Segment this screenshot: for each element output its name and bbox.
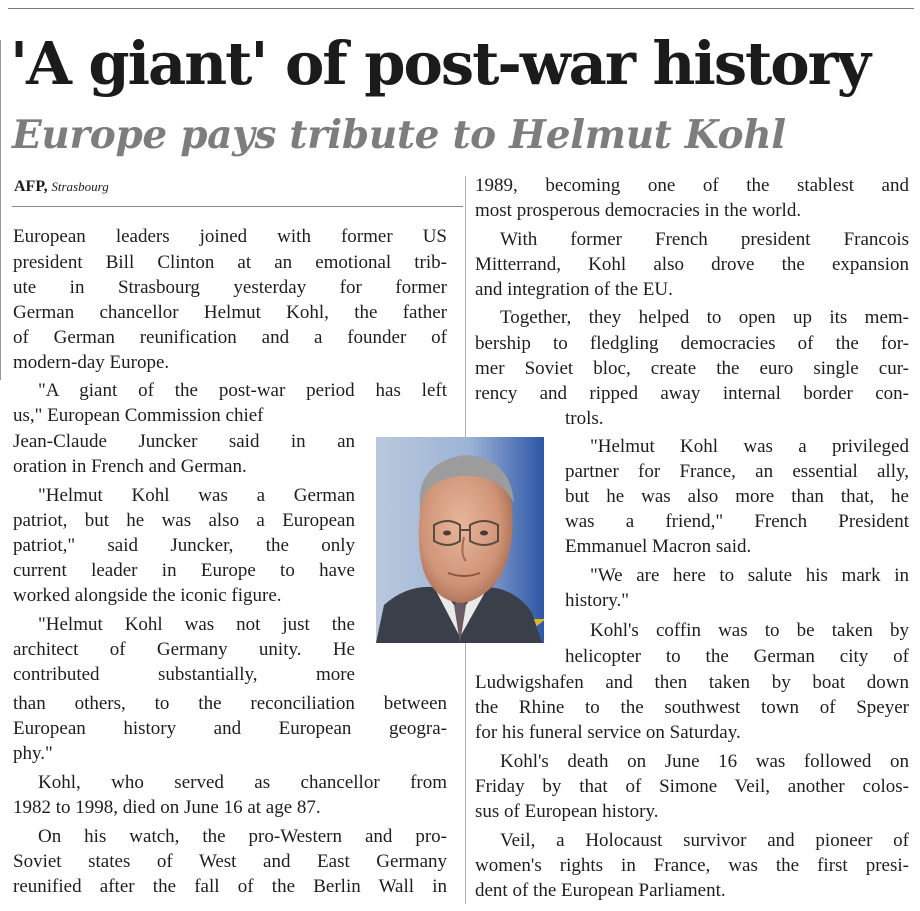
right-text-line: Emmanuel Macron said.: [565, 536, 752, 557]
right-text-line: mer Soviet bloc, create the euro single cur-: [475, 358, 909, 379]
left-text-line: reunified after the fall of the Berlin Wall in: [13, 876, 447, 897]
right-text-line: was a friend," French President: [565, 511, 909, 532]
right-text-line: rency and ripped away internal border con-: [475, 383, 909, 404]
byline-place: Strasbourg: [51, 179, 109, 194]
left-text-line: ute in Strasbourg yesterday for former: [13, 277, 447, 298]
right-text-line: the Rhine to the southwest town of Speyer: [475, 697, 909, 718]
right-text-line: Friday by that of Simone Veil, another colos-: [475, 776, 909, 797]
right-text-line: helicopter to the German city of: [565, 646, 909, 667]
right-text-line: "Helmut Kohl was a privileged: [590, 436, 909, 457]
right-text-line: and integration of the EU.: [475, 279, 673, 300]
right-text-line: women's rights in France, was the first presi-: [475, 855, 909, 876]
right-text-line: 1989, becoming one of the stablest and: [475, 175, 909, 196]
right-text-line: partner for France, an essential ally,: [565, 461, 909, 482]
right-text-line: Mitterrand, Kohl also drove the expansion: [475, 254, 909, 275]
left-text-line: European leaders joined with former US: [13, 226, 447, 247]
left-text-line: Jean-Claude Juncker said in an: [13, 431, 355, 452]
byline-rule: [12, 206, 463, 207]
left-text-line: current leader in Europe to have: [13, 560, 355, 581]
right-text-line: Together, they helped to open up its mem-: [500, 307, 909, 328]
left-text-line: modern-day Europe.: [13, 352, 170, 373]
helmut-kohl-photo: [376, 437, 544, 643]
left-text-line: Kohl, who served as chancellor from: [38, 772, 447, 793]
left-text-line: contributed substantially, more: [13, 664, 355, 685]
right-text-line: Kohl's coffin was to be taken by: [590, 620, 909, 641]
left-text-line: Soviet states of West and East Germany: [13, 851, 447, 872]
left-text-line: architect of Germany unity. He: [13, 639, 355, 660]
left-edge-rule: [0, 40, 1, 380]
byline-agency: AFP,: [14, 178, 48, 195]
subheadline: Europe pays tribute to Helmut Kohl: [12, 112, 786, 158]
left-text-line: "Helmut Kohl was a German: [38, 485, 355, 506]
left-text-line: us," European Commission chief: [13, 405, 264, 426]
left-text-line: phy.": [13, 743, 53, 764]
right-text-line: Veil, a Holocaust survivor and pioneer of: [500, 830, 909, 851]
left-text-line: oration in French and German.: [13, 456, 247, 477]
left-text-line: patriot, but he was also a European: [13, 510, 355, 531]
left-text-line: German chancellor Helmut Kohl, the father: [13, 302, 447, 323]
left-text-line: "A giant of the post-war period has left: [38, 380, 447, 401]
right-text-line: bership to fledgling democracies of the for-: [475, 333, 909, 354]
right-text-line: Kohl's death on June 16 was followed on: [500, 751, 909, 772]
right-text-line: trols.: [565, 408, 604, 429]
left-text-line: On his watch, the pro-Western and pro-: [38, 826, 447, 847]
right-text-line: Ludwigshafen and then taken by boat down: [475, 672, 909, 693]
right-text-line: for his funeral service on Saturday.: [475, 722, 741, 743]
left-text-line: patriot," said Juncker, the only: [13, 535, 355, 556]
left-text-line: 1982 to 1998, died on June 16 at age 87.: [13, 797, 321, 818]
headline: 'A giant' of post-war history: [10, 29, 870, 98]
left-text-line: than others, to the reconciliation between: [13, 693, 447, 714]
right-text-line: but he was also more than that, he: [565, 486, 909, 507]
right-text-line: history.": [565, 590, 630, 611]
right-text-line: "We are here to salute his mark in: [590, 565, 909, 586]
top-rule: [8, 8, 914, 9]
right-text-line: dent of the European Parliament.: [475, 880, 726, 901]
left-text-line: worked alongside the iconic figure.: [13, 585, 282, 606]
byline: [14, 179, 109, 195]
left-text-line: of German reunification and a founder of: [13, 327, 447, 348]
left-text-line: "Helmut Kohl was not just the: [38, 614, 355, 635]
left-text-line: European history and European geogra-: [13, 718, 447, 739]
right-text-line: sus of European history.: [475, 801, 659, 822]
right-text-line: With former French president Francois: [500, 229, 909, 250]
right-text-line: most prosperous democracies in the world.: [475, 200, 802, 221]
left-text-line: president Bill Clinton at an emotional trib-: [13, 252, 447, 273]
